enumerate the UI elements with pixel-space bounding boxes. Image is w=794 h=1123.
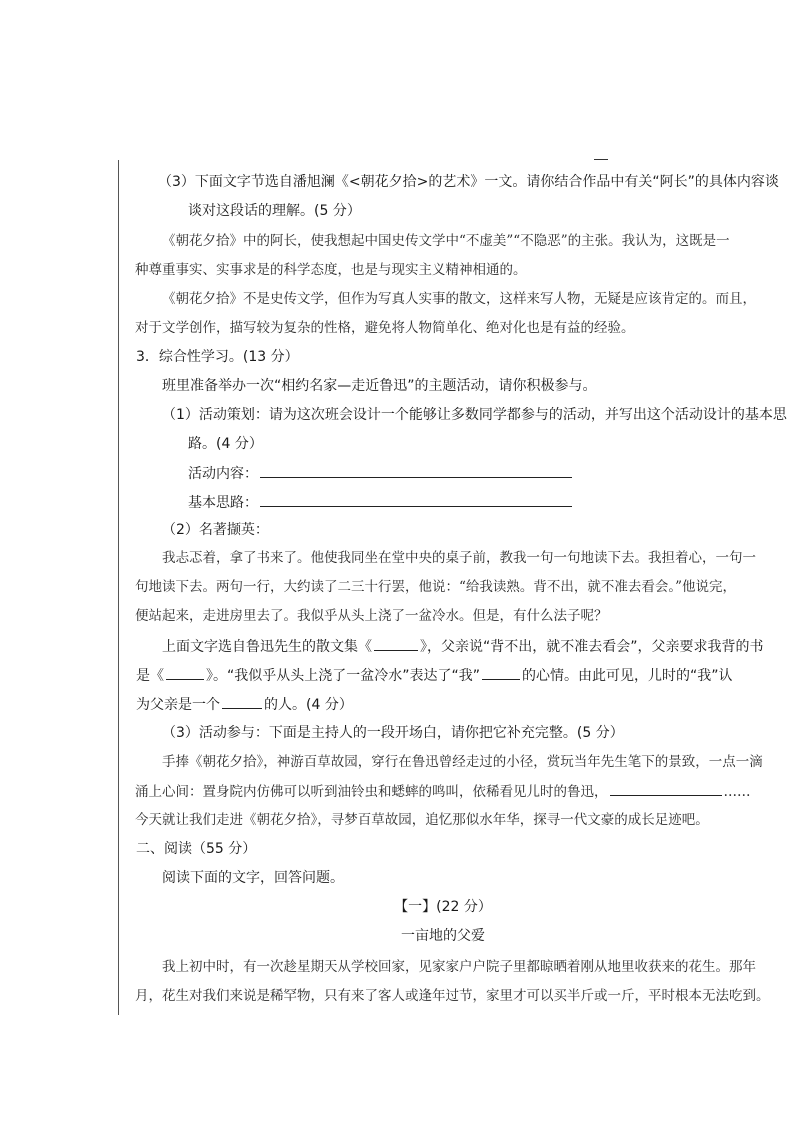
fill-line3: [136, 694, 353, 715]
fill-line2-text-a: 是《: [136, 668, 164, 684]
fill-line2-text-b: 》。“我似乎从头上浇了一盆冷水”表达了“我”: [206, 668, 481, 684]
book-name-blank[interactable]: [166, 665, 204, 680]
fill-line3-text-a: 为父亲是一个: [136, 697, 220, 713]
fill-line1-text-a: 上面文字选自鲁迅先生的散文集《: [162, 639, 372, 655]
reading-part-label: 【一】(22 分）: [394, 899, 492, 915]
reading-heading: 二、阅读（55 分）: [136, 841, 257, 857]
page-margin-line: [118, 160, 119, 1015]
host-line1: 手捧《朝花夕拾》，神游百草故园，穿行在鲁迅曾经走过的小径，赏玩当年先生笔下的景致，一点一滴: [162, 754, 763, 770]
classics-heading: （2）名著撷英：: [162, 522, 269, 538]
reading-body-line1: 我上初中时，有一次趁星期天从学校回家，见家家户户院子里都晾晒着刚从地里收获来的花生。那年: [162, 959, 756, 975]
activity-content-answer-field[interactable]: [260, 463, 572, 478]
basic-idea-answer-field[interactable]: [260, 492, 572, 507]
q3-prompt-line1: （3）下面文字节选自潘旭澜《<朝花夕拾>的艺术》一文。请你结合作品中有关“阿长”的具体内容谈: [158, 174, 779, 190]
section3-heading: 3．综合性学习。(13 分）: [136, 349, 299, 365]
father-trait-blank[interactable]: [222, 694, 262, 709]
activity-content-row: [188, 463, 574, 484]
quote-p1-line1: 《朝花夕拾》中的阿长，使我想起中国史传文学中“不虚美”“不隐恶”的主张。我认为，这既是一: [162, 233, 730, 249]
quote-p1-line2: 种尊重事实、实事求是的科学态度，也是与现实主义精神相通的。: [135, 262, 527, 278]
fill-line2-text-c: 的心情。由此可见，儿时的“我”认: [522, 668, 733, 684]
opening-speech-blank[interactable]: [610, 781, 722, 796]
excerpt-line2: 句地读下去。两句一行，大约读了二三十行罢，他说：“给我读熟。背不出，就不准去看会。”他说完，: [135, 579, 737, 595]
host-line2: [135, 781, 751, 802]
reading-instruction: 阅读下面的文字，回答问题。: [162, 870, 344, 886]
q3-prompt-line2: 谈对这段话的理解。(5 分）: [188, 203, 361, 219]
fill-line1-text-b: 》，父亲说“背不出，就不准去看会”，父亲要求我背的书: [420, 639, 764, 655]
fill-line2: [136, 665, 733, 686]
fill-line3-text-b: 的人。(4 分）: [264, 697, 353, 713]
section3-intro: 班里准备举办一次“相约名家—走近鲁迅”的主题活动，请你积极参与。: [162, 378, 597, 394]
host-line3: 今天就让我们走进《朝花夕拾》，寻梦百草故园，追忆那似水年华，探寻一代文豪的成长足迹吧。: [135, 812, 709, 828]
basic-idea-row: [188, 492, 574, 513]
top-mark: [594, 159, 608, 160]
feeling-blank[interactable]: [482, 665, 520, 680]
host-line2-text: 涌上心间：置身院内仿佛可以听到油铃虫和蟋蟀的鸣叫，依稀看见儿时的鲁迅，: [135, 784, 608, 800]
quote-p2-line2: 对于文学创作，描写较为复杂的性格，避免将人物简单化、绝对化也是有益的经验。: [135, 320, 635, 336]
excerpt-line1: 我忐忑着，拿了书来了。他使我同坐在堂中央的桌子前，教我一句一句地读下去。我担着心，一句一: [162, 550, 756, 566]
collection-name-blank[interactable]: [374, 636, 418, 651]
basic-idea-label: 基本思路：: [188, 495, 258, 511]
host-line2-ellipsis: ……: [723, 784, 751, 800]
fill-line1: [162, 636, 764, 657]
excerpt-line3: 便站起来，走进房里去了。我似乎从头上浇了一盆冷水。但是，有什么法子呢？: [135, 608, 608, 624]
quote-p2-line1: 《朝花夕拾》不是史传文学，但作为写真人实事的散文，这样来写人物，无疑是应该肯定的。而且，: [162, 291, 756, 307]
activity-content-label: 活动内容：: [188, 466, 258, 482]
planning-prompt-line1: （1）活动策划：请为这次班会设计一个能够让多数同学都参与的活动，并写出这个活动设计的基本思: [162, 407, 787, 423]
participation-heading: （3）活动参与：下面是主持人的一段开场白，请你把它补充完整。(5 分）: [162, 725, 624, 741]
reading-title: 一亩地的父爱: [401, 928, 485, 944]
reading-body-line2: 月，花生对我们来说是稀罕物，只有来了客人或逢年过节，家里才可以买半斤或一斤，平时根本无法吃到。: [135, 988, 770, 1004]
planning-prompt-line2: 路。(4 分）: [188, 436, 263, 452]
